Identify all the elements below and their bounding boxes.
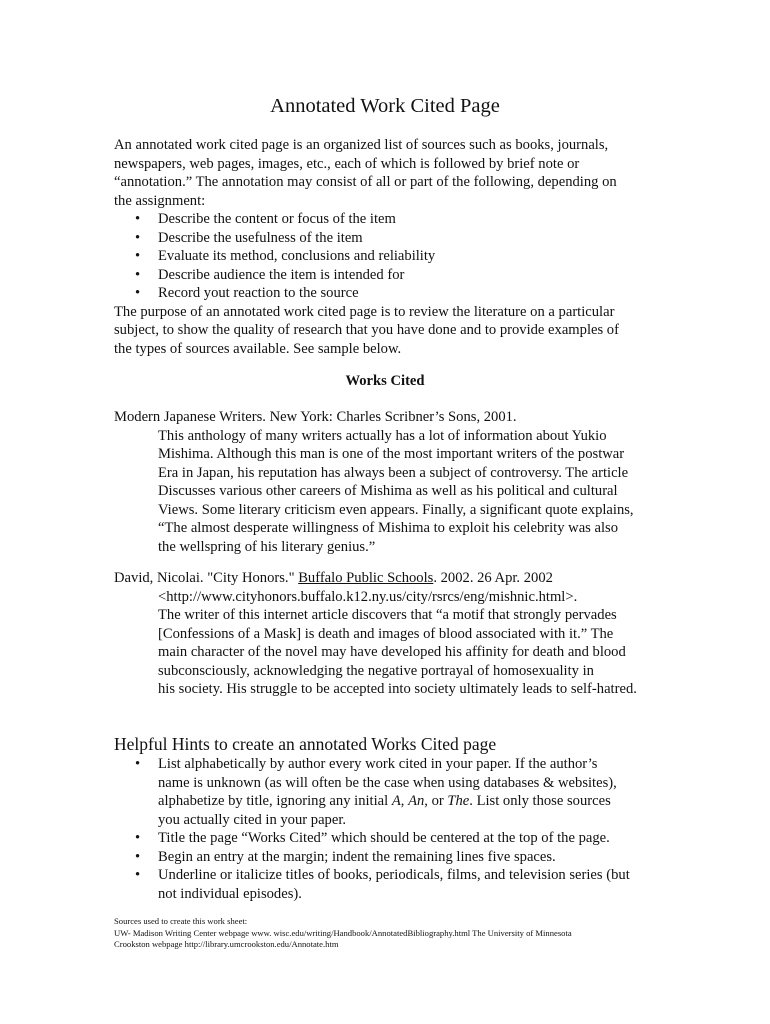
article-an: An [408, 793, 425, 809]
citation-entry [114, 569, 674, 699]
article-the: The [447, 793, 470, 809]
annotation-line: main character of the novel may have developed his affinity for death and blood [158, 644, 626, 660]
annotation-text [114, 427, 674, 557]
annotation-line: subconsciously, acknowledging the negative portrayal of homosexuality in [158, 662, 594, 679]
citation-text: Modern Japanese Writers. New York: Charles Scribner’s Sons, 2001. [114, 409, 517, 425]
article-a: A [391, 793, 401, 809]
annotation-line: the wellspring of his literary genius.” [158, 538, 376, 555]
works-cited-heading: Works Cited [345, 373, 425, 389]
sources-line: Crookston webpage http://library.umcrookston.edu/Annotate.htm [114, 939, 339, 949]
citation-dates: . 2002. 26 Apr. 2002 [433, 570, 553, 586]
annotation-line: This anthology of many writers actually has a lot of information about Yukio [158, 427, 607, 444]
hint-line [158, 792, 674, 811]
page-title: Annotated Work Cited Page [270, 95, 500, 117]
hint-text: . List only those sources [469, 793, 611, 809]
separator: , or [424, 793, 448, 809]
annotation-line: The writer of this internet article discovers that “a motif that strongly pervades [158, 607, 617, 623]
intro-line: the assignment: [114, 192, 206, 209]
list-item: • Describe the usefulness of the item [114, 229, 674, 248]
annotation-line: “The almost desperate willingness of Mishima to exploit his celebrity was also [158, 520, 619, 536]
intro-line: newspapers, web pages, images, etc., each of which is followed by brief note or [114, 155, 580, 172]
annotation-line: Mishima. Although this man is one of the most important writers of the postwar [158, 446, 625, 462]
purpose-line: the types of sources available. See sample below. [114, 340, 402, 357]
annotation-line: his society. His struggle to be accepted into society ultimately leads to self-hatred. [158, 681, 637, 697]
annotation-criteria-list [114, 210, 674, 303]
hint-line: • List alphabetically by author every work cited in your paper. If the author’s [158, 756, 598, 772]
citation-author-title: David, Nicolai. "City Honors." [114, 570, 299, 586]
citation-url: <http://www.cityhonors.buffalo.k12.ny.us/city/rsrcs/eng/mishnic.html>. [158, 588, 578, 605]
helpful-hints-section [114, 755, 674, 903]
annotation-text [114, 588, 674, 699]
list-item: • Describe the content or focus of the item [114, 210, 674, 229]
list-item: • Title the page “Works Cited” which should be centered at the top of the page. [114, 829, 674, 848]
hint-line: • Underline or italicize titles of books, periodicals, films, and television series (but [158, 867, 630, 883]
separator: , [400, 793, 409, 809]
list-item: • Record yout reaction to the source [114, 284, 674, 303]
hint-line: name is unknown (as will often be the case when using databases & websites), [158, 774, 617, 791]
intro-line: “annotation.” The annotation may consist of all or part of the following, depending on [114, 174, 617, 190]
list-item: • Evaluate its method, conclusions and reliability [114, 247, 674, 266]
list-item [114, 866, 674, 903]
annotation-line: Views. Some literary criticism even appears. Finally, a significant quote explains, [158, 501, 634, 518]
list-item: • Begin an entry at the margin; indent the remaining lines five spaces. [114, 848, 674, 867]
list-item: • Describe audience the item is intended for [114, 266, 674, 285]
list-item [114, 755, 674, 829]
hints-list [114, 755, 674, 903]
citation-site-name: Buffalo Public Schools [298, 570, 434, 586]
hint-line: not individual episodes). [158, 885, 302, 902]
helpful-hints-heading: Helpful Hints to create an annotated Works Cited page [114, 734, 497, 754]
sources-footnote [114, 916, 714, 951]
purpose-line: The purpose of an annotated work cited page is to review the literature on a particular [114, 303, 615, 320]
purpose-line: subject, to show the quality of research that you have done and to provide examples of [114, 322, 619, 338]
annotation-line: [Confessions of a Mask] is death and images of blood associated with it.” The [158, 625, 614, 642]
intro-section [114, 136, 674, 358]
annotation-line: Era in Japan, his reputation has always been a subject of controversy. The article [158, 464, 629, 481]
annotation-line: Discusses various other careers of Mishima as well as his political and cultural [158, 483, 618, 499]
hint-text: alphabetize by title, ignoring any initial [158, 793, 392, 809]
sources-line: Sources used to create this work sheet: [114, 916, 248, 926]
citation-entry [114, 408, 674, 556]
hint-line: you actually cited in your paper. [158, 811, 347, 828]
intro-line: An annotated work cited page is an organized list of sources such as books, journals, [114, 137, 609, 153]
citation-text [114, 569, 674, 588]
sources-line: UW- Madison Writing Center webpage www. wisc.edu/writing/Handbook/AnnotatedBibliography.html The University of Minnesota [114, 927, 572, 938]
